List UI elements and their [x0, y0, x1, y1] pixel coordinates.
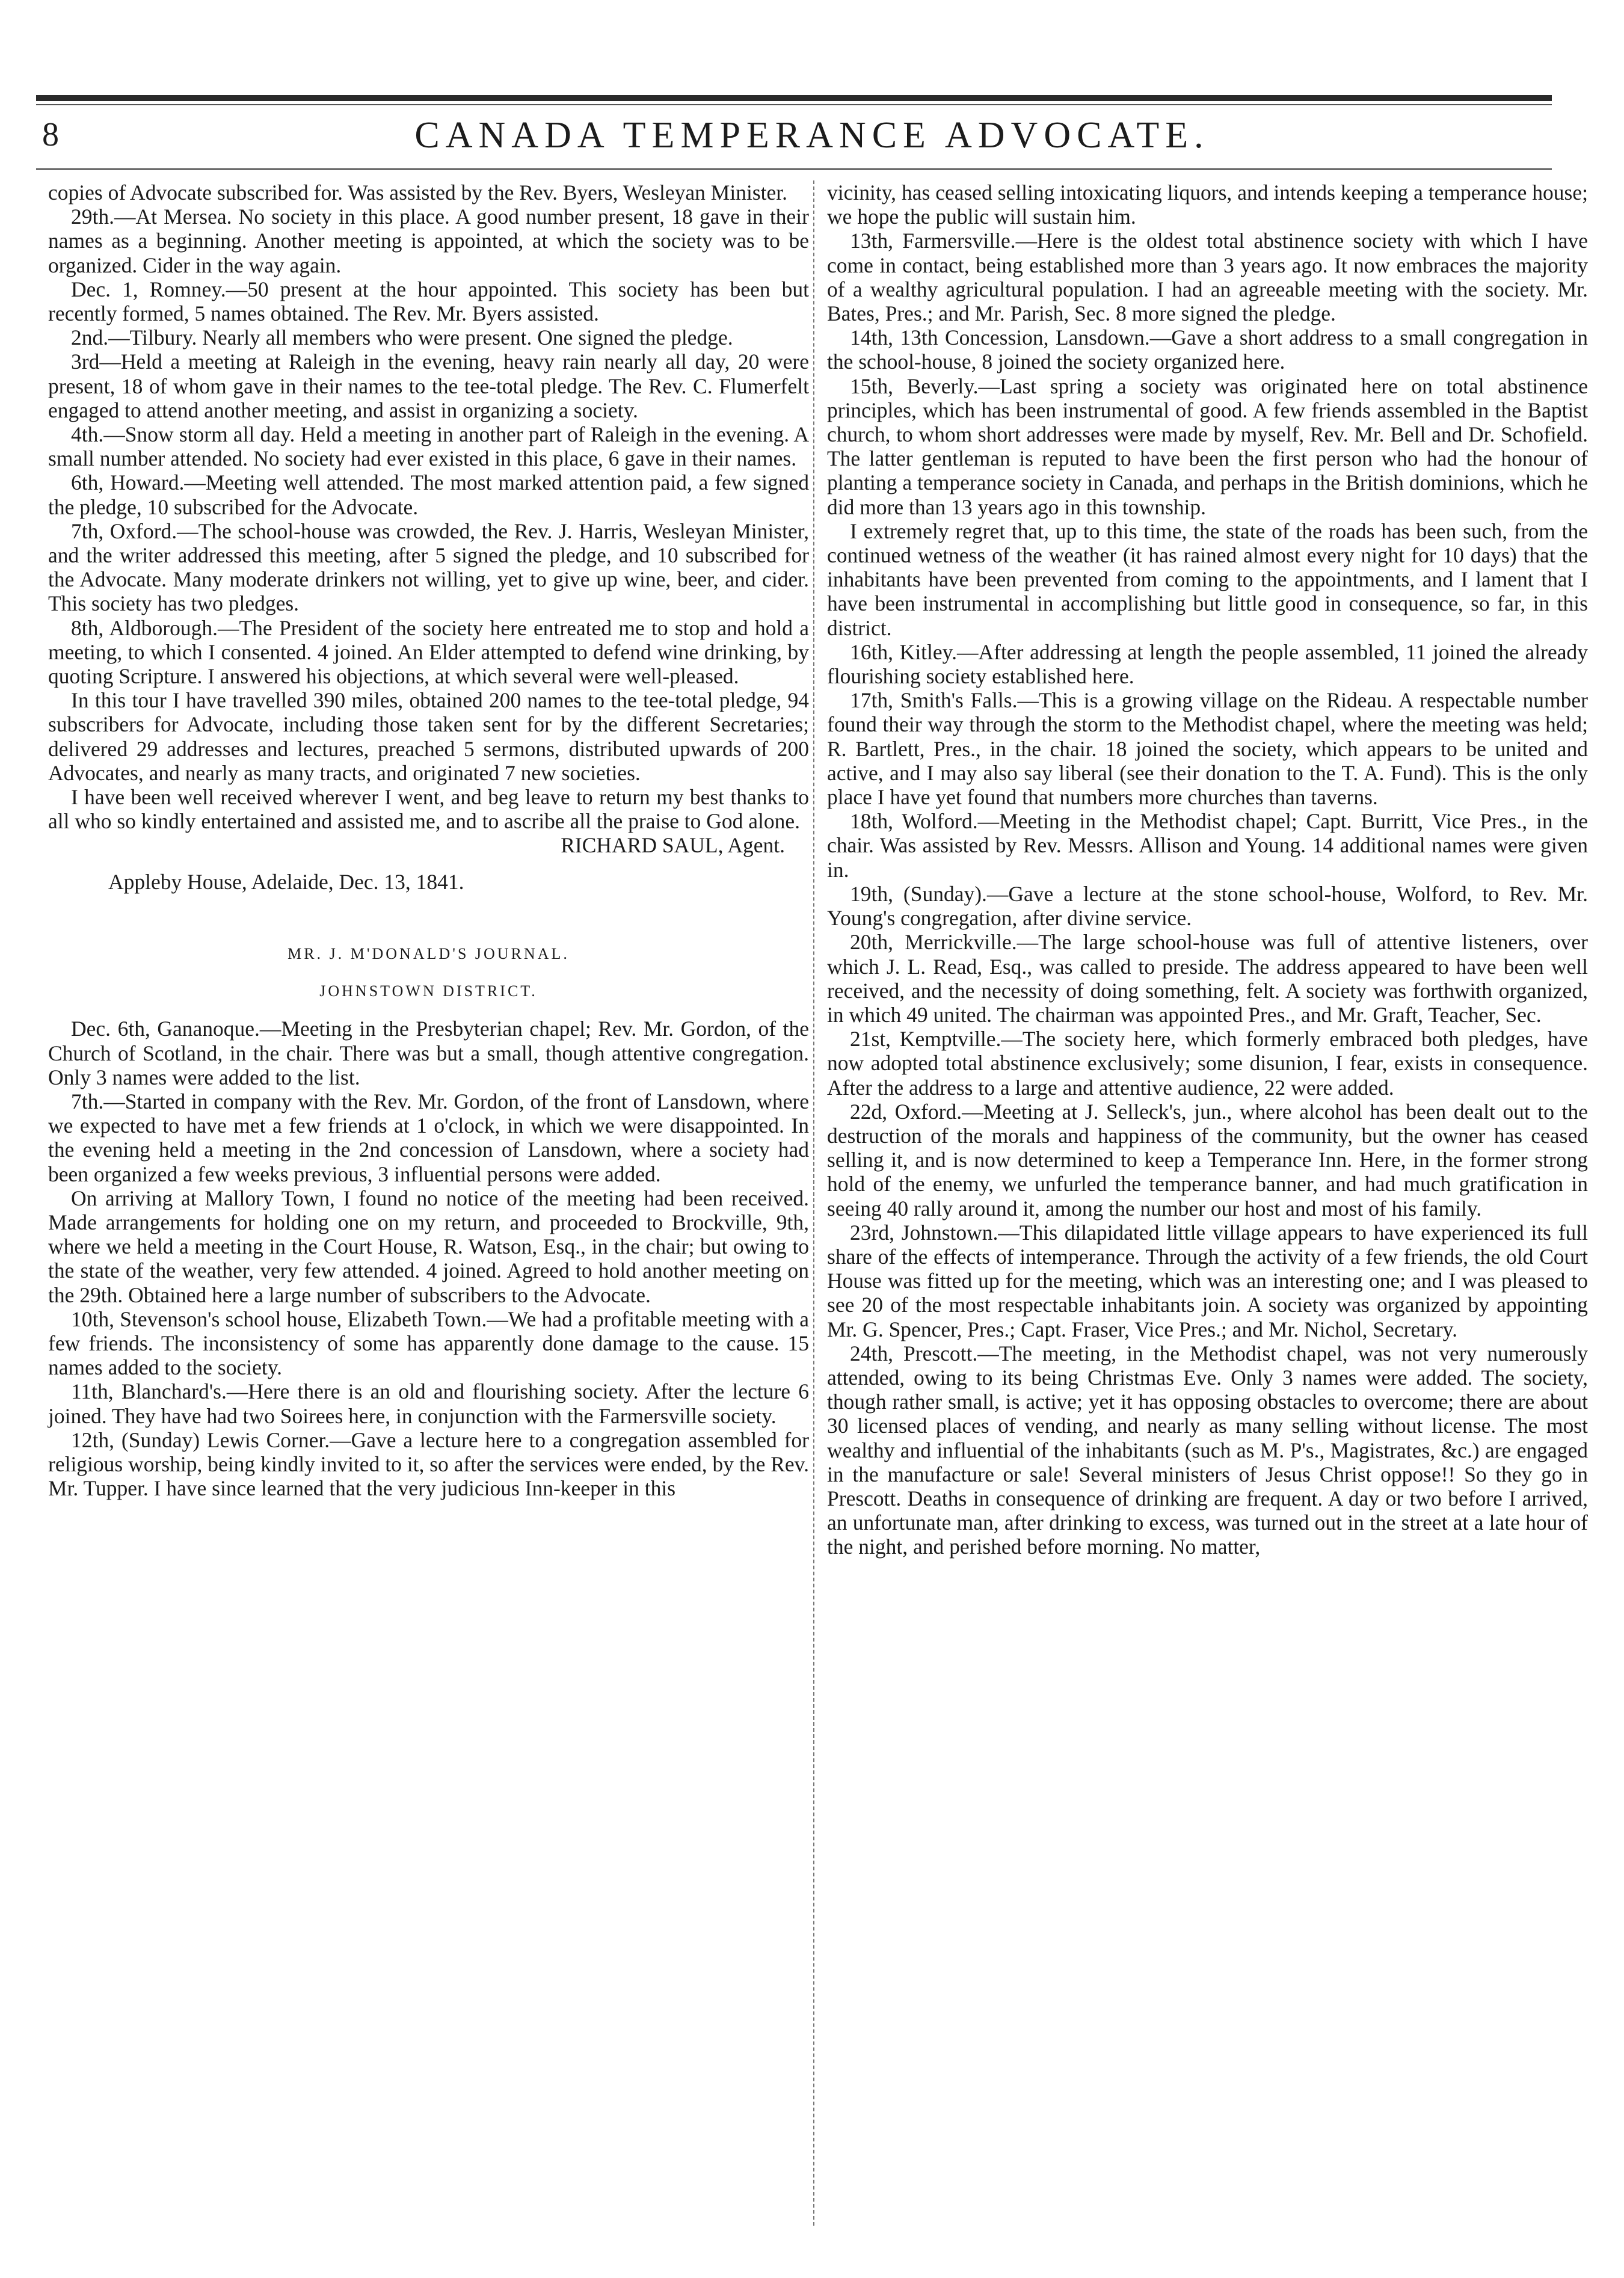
paragraph: 23rd, Johnstown.—This dilapidated little village appears to have experienced its full share of the effects of intemperance. Through the activity of a few friends, the old Court House was fitted up for the meeting, which was an interesting one; and I was pleased to see 20 of the most respectable inhabitants join. A society was organized by appointing Mr. G. Spencer, Pres.; Capt. Fraser, Vice Pres.; and Mr. Nichol, Secretary.: [827, 1220, 1588, 1341]
header-rule: [36, 168, 1552, 170]
paragraph: 13th, Farmersville.—Here is the oldest total abstinence society with which I have come in contact, being established more than 3 years ago. It now embraces the majority of a wealthy agricultural population. I had an agreeable meeting with the society. Mr. Bates, Pres.; and Mr. Parish, Sec. 8 more signed the pledge.: [827, 229, 1588, 326]
paragraph: 21st, Kemptville.—The society here, which formerly embraced both pledges, have now adopted total abstinence exclusively; some disunion, I fear, exists in consequence. After the address to a large and attentive audience, 22 were added.: [827, 1027, 1588, 1100]
masthead-title: CANADA TEMPERANCE ADVOCATE.: [414, 115, 1210, 156]
top-rule: [36, 95, 1552, 101]
paragraph: 14th, 13th Concession, Lansdown.—Gave a short address to a small congregation in the school-house, 8 joined the society organized here.: [827, 325, 1588, 374]
paragraph: 8th, Aldborough.—The President of the society here entreated me to stop and hold a meeting, to which I consented. 4 joined. An Elder attempted to defend wine drinking, by quoting Scripture. I answered his objections, at which several were well-pleased.: [48, 615, 809, 689]
journal-heading: MR. J. M'DONALD'S JOURNAL.: [288, 944, 570, 962]
paragraph: In this tour I have travelled 390 miles, obtained 200 names to the tee-total pledge, 94 subscribers for Advocate, including those taken sent for by the different Secretaries; delivered 29 addresses and lectures, preached 5 sermons, distributed upwards of 200 Advocates, and nearly as many tracts, and originated 7 new societies.: [48, 688, 809, 785]
paragraph: 20th, Merrickville.—The large school-house was full of attentive listeners, over which J. L. Read, Esq., was called to preside. The address appeared to have been well received, and the necessity of doing something, felt. A society was forthwith organized, in which 49 united. The chairman was appointed Pres., and Mr. Graft, Teacher, Sec.: [827, 930, 1588, 1027]
signature: RICHARD SAUL, Agent.: [561, 833, 785, 858]
left-column: [48, 180, 809, 1500]
paragraph: 3rd—Held a meeting at Raleigh in the evening, heavy rain nearly all day, 20 were present, 18 of whom gave in their names to the tee-total pledge. The Rev. C. Flumerfelt engaged to attend another meeting, and assist in organizing a society.: [48, 349, 809, 422]
paragraph: On arriving at Mallory Town, I found no notice of the meeting had been received. Made arrangements for holding one on my return, and proceeded to Brockville, 9th, where we held a meeting in the Court House, R. Watson, Esq., in the chair; but owing to the state of the weather, very few attended. 4 joined. Agreed to hold another meeting on the 29th. Obtained here a large number of subscribers to the Advocate.: [48, 1186, 809, 1307]
paragraph: Dec. 1, Romney.—50 present at the hour appointed. This society has been but recently formed, 5 names obtained. The Rev. Mr. Byers assisted.: [48, 277, 809, 326]
paragraph: vicinity, has ceased selling intoxicating liquors, and intends keeping a temperance house; we hope the public will sustain him.: [827, 180, 1588, 229]
column-divider: [813, 180, 814, 2226]
paragraph: 12th, (Sunday) Lewis Corner.—Gave a lecture here to a congregation assembled for religious worship, being kindly invited to it, so after the services were ended, by the Rev. Mr. Tupper. I have since learned that the very judicious Inn-keeper in this: [48, 1427, 809, 1501]
district-heading: JOHNSTOWN DISTRICT.: [319, 982, 538, 1000]
page-number: 8: [42, 116, 60, 153]
paragraph: 4th.—Snow storm all day. Held a meeting in another part of Raleigh in the evening. A small number attended. No society had ever existed in this place, 6 gave in their names.: [48, 422, 809, 471]
paragraph: 19th, (Sunday).—Gave a lecture at the stone school-house, Wolford, to Rev. Mr. Young's congregation, after divine service.: [827, 881, 1588, 931]
paragraph: copies of Advocate subscribed for. Was assisted by the Rev. Byers, Wesleyan Minister.: [48, 180, 787, 205]
paragraph: 24th, Prescott.—The meeting, in the Methodist chapel, was not very numerously attended, owing to its being Christmas Eve. Only 3 names were added. The society, though rather small, is active; yet it has opposing obstacles to overcome; there are about 30 licensed places of vending, and nearly as many selling without license. The most wealthy and influential of the inhabitants (such as M. P's., Magistrates, &c.) are engaged in the manufacture or sale! Several ministers of Jesus Christ oppose!! So they go in Prescott. Deaths in consequence of drinking are frequent. A day or two before I arrived, an unfortunate man, after drinking to excess, was turned out in the street at a late hour of the night, and perished before morning. No matter,: [827, 1341, 1588, 1559]
paragraph: 11th, Blanchard's.—Here there is an old and flourishing society. After the lecture 6 joined. They have had two Soirees here, in conjunction with the Farmersville society.: [48, 1379, 809, 1428]
paragraph: 7th, Oxford.—The school-house was crowded, the Rev. J. Harris, Wesleyan Minister, and the writer addressed this meeting, after 5 signed the pledge, and 10 subscribed for the Advocate. Many moderate drinkers not willing, yet to give up wine, beer, and cider. This society has two pledges.: [48, 519, 809, 616]
paragraph: I have been well received wherever I went, and beg leave to return my best thanks to all who so kindly entertained and assisted me, and to ascribe all the praise to God alone.: [48, 785, 809, 834]
paragraph: 22d, Oxford.—Meeting at J. Selleck's, jun., where alcohol has been dealt out to the destruction of the morals and happiness of the community, but the owner has ceased selling it, and is now determined to keep a Temperance Inn. Here, in the former strong hold of the enemy, we unfurled the temperance banner, and had much gratification in seeing 40 rally around it, among the number our host and most of his family.: [827, 1099, 1588, 1221]
paragraph: Dec. 6th, Gananoque.—Meeting in the Presbyterian chapel; Rev. Mr. Gordon, of the Church of Scotland, in the chair. There was but a small, though attentive congregation. Only 3 names were added to the list.: [48, 1017, 809, 1089]
paragraph: 29th.—At Mersea. No society in this place. A good number present, 18 gave in their names as a beginning. Another meeting is appointed, at which the society was to be organized. Cider in the way again.: [48, 205, 809, 277]
paragraph: 16th, Kitley.—After addressing at length the people assembled, 11 joined the already flourishing society established here.: [827, 639, 1588, 689]
paragraph: I extremely regret that, up to this time, the state of the roads has been such, from the continued wetness of the weather (it has rained almost every night for 10 days) that the inhabitants have been prevented from coming to the appointments, and I lament that I have been instrumental in accomplishing but little good in consequence, so far, in this district.: [827, 519, 1588, 640]
paragraph: 18th, Wolford.—Meeting in the Methodist chapel; Capt. Burritt, Vice Pres., in the chair. Was assisted by Rev. Messrs. Allison and Young. 14 additional names were given in.: [827, 809, 1588, 882]
paragraph: 7th.—Started in company with the Rev. Mr. Gordon, of the front of Lansdown, where we expected to have met a few friends at 1 o'clock, in which we were disappointed. In the evening held a meeting in the 2nd concession of Lansdown, where a society had been organized a few weeks previous, 3 influential persons were added.: [48, 1089, 809, 1186]
paragraph: 15th, Beverly.—Last spring a society was originated here on total abstinence principles, which has been instrumental of good. A few friends assembled in the Baptist church, to whom short addresses were made by myself, Rev. Mr. Bell and Dr. Schofield. The latter gentleman is reputed to have been the first person who had the honour of planting a temperance society in Canada, and perhaps in the British dominions, which he did more than 13 years ago in this township.: [827, 374, 1588, 519]
paragraph: 10th, Stevenson's school house, Elizabeth Town.—We had a profitable meeting with a few friends. The inconsistency of some has apparently done damage to the cause. 15 names added to the society.: [48, 1307, 809, 1380]
right-column: [827, 180, 1588, 1559]
top-rule-thin: [36, 104, 1552, 105]
paragraph: 6th, Howard.—Meeting well attended. The most marked attention paid, a few signed the pledge, 10 subscribed for the Advocate.: [48, 470, 809, 519]
dateline: Appleby House, Adelaide, Dec. 13, 1841.: [108, 869, 464, 894]
paragraph: 17th, Smith's Falls.—This is a growing village on the Rideau. A respectable number found their way through the storm to the Methodist chapel, where the meeting was held; R. Bartlett, Pres., in the chair. 18 joined the society, which appears to be united and active, and I may also say liberal (see their donation to the T. A. Fund). This is the only place I have yet found that numbers more churches than taverns.: [827, 688, 1588, 810]
paragraph: 2nd.—Tilbury. Nearly all members who were present. One signed the pledge.: [71, 325, 733, 350]
